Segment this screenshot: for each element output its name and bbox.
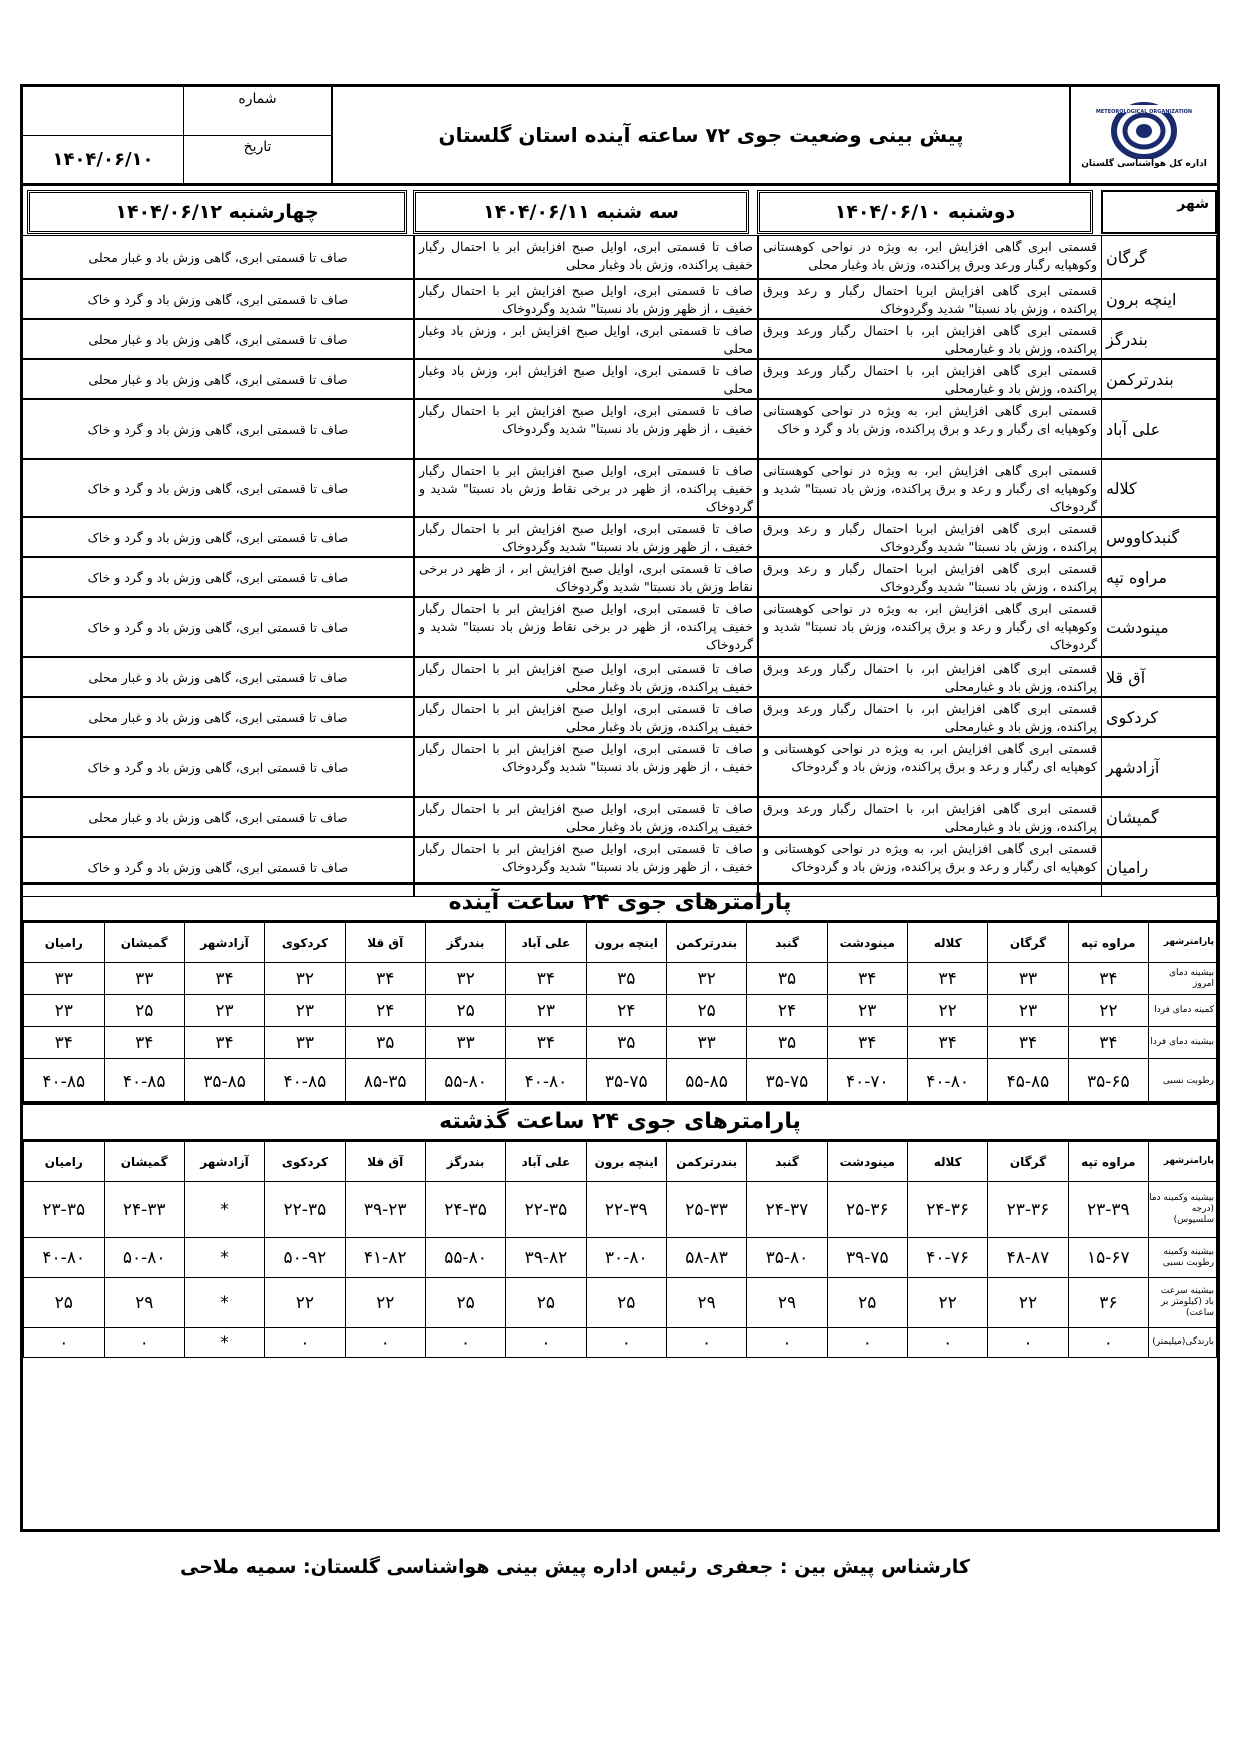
forecast-city: آزادشهر [1101, 737, 1217, 797]
forecast-city: کردکوی [1101, 697, 1217, 737]
param-value: ۲۲ [1068, 995, 1148, 1027]
param-value: * [184, 1278, 264, 1328]
param-value: ۲۵ [586, 1278, 666, 1328]
param-value: ۲۵ [827, 1278, 907, 1328]
param-value: ۳۴ [907, 1027, 987, 1059]
param-value: ۳۳ [666, 1027, 746, 1059]
param-value: ۲۳-۳۵ [24, 1182, 105, 1238]
param-value: ۰ [425, 1328, 505, 1358]
office-head-name: رئیس اداره پیش بینی هواشناسی گلستان: سمیه ملاحی [180, 1556, 698, 1578]
param-value: ۳۴ [907, 963, 987, 995]
param-value: ۳۹-۲۳ [345, 1182, 425, 1238]
param-value: ۰ [586, 1328, 666, 1358]
forecast-day2-text: صاف تا قسمتی ابری، اوایل صبح افزایش ابر با احتمال رگبار خفیف ، از ظهر وزش باد نسبتا" شدید وگردوخاک [413, 517, 757, 557]
forecast-day1-text: قسمتی ابری گاهی افزایش ابر، با احتمال رگبار ورعد وبرق پراکنده، وزش باد و غبارمحلی [757, 797, 1101, 837]
param-value: ۳۴ [184, 963, 264, 995]
param-value: ۲۲ [907, 995, 987, 1027]
forecast-city: مراوه تپه [1101, 557, 1217, 597]
param-value: ۲۳ [24, 995, 105, 1027]
param-corner: پارامترشهر [1149, 923, 1217, 963]
param-value: ۰ [24, 1328, 105, 1358]
param-value: ۲۲-۳۵ [265, 1182, 345, 1238]
param-city-header: بندرگز [425, 923, 505, 963]
forecast-sheet [20, 84, 1220, 1532]
forecast-day1-text: قسمتی ابری گاهی افزایش ابر، با احتمال رگبار ورعد وبرق پراکنده، وزش باد و غبارمحلی [757, 657, 1101, 697]
param-value: ۲۹ [747, 1278, 827, 1328]
param-value: ۳۴ [1068, 963, 1148, 995]
param-city-header: مینودشت [827, 1142, 907, 1182]
param-value: ۴۵-۸۵ [988, 1059, 1068, 1105]
number-label: شماره [183, 87, 331, 135]
param-value: ۴۰-۸۵ [24, 1059, 105, 1105]
param-value: ۳۵ [747, 963, 827, 995]
param-city-header: کلاله [907, 1142, 987, 1182]
param-label: بیشینه وکمینه دما (درجه سلسیوس) [1149, 1182, 1217, 1238]
param-value: ۰ [666, 1328, 746, 1358]
forecast-day1-text: قسمتی ابری گاهی افزایش ابر، به ویژه در نواحی کوهستانی وکوهپایه ای رگبار و رعد و برق پراکنده، وزش باد نسبتا" شدید و گردوخاک [757, 459, 1101, 517]
param-value: ۴۸-۸۷ [988, 1238, 1068, 1278]
param-value: ۰ [907, 1328, 987, 1358]
param-row [24, 995, 1217, 1027]
param-row [24, 1328, 1217, 1358]
param-value: ۰ [827, 1328, 907, 1358]
param-value: ۳۰-۸۰ [586, 1238, 666, 1278]
forecast-row [23, 319, 1217, 359]
param-value: ۲۴-۳۵ [425, 1182, 505, 1238]
param-city-header: مراوه تپه [1068, 923, 1148, 963]
number-value [23, 87, 183, 135]
param-city-header: کلاله [907, 923, 987, 963]
param-value: ۰ [1068, 1328, 1148, 1358]
param-value: ۲۴ [586, 995, 666, 1027]
forecast-day3-text: صاف تا قسمتی ابری، گاهی وزش باد و گرد و خاک [23, 737, 413, 797]
param-value: * [184, 1182, 264, 1238]
param-value: ۲۹ [104, 1278, 184, 1328]
param-value: ۲۳-۳۹ [1068, 1182, 1148, 1238]
param-city-header: رامیان [24, 1142, 105, 1182]
day2-header: سه شنبه ۱۴۰۴/۰۶/۱۱ [413, 190, 749, 234]
param-city-header: اینچه برون [586, 923, 666, 963]
param-value: ۴۰-۸۰ [24, 1238, 105, 1278]
param-value: ۲۹ [666, 1278, 746, 1328]
param-value: ۰ [747, 1328, 827, 1358]
forecast-day1-text: قسمتی ابری گاهی افزایش ابر، به ویژه در نواحی کوهستانی و کوهپایه ای رگبار و رعد و برق پراکنده، وزش باد و گردوخاک [757, 737, 1101, 797]
forecast-day3-text: صاف تا قسمتی ابری، گاهی وزش باد و غبار محلی [23, 657, 413, 697]
forecast-day1-text: قسمتی ابری گاهی افزایش ابر، به ویژه در نواحی کوهستانی وکوهپایه ای رگبار و رعد و برق پراکنده، وزش باد نسبتا" شدید و گردوخاک [757, 597, 1101, 657]
param-value: ۴۱-۸۲ [345, 1238, 425, 1278]
param-value: ۳۹-۸۲ [506, 1238, 586, 1278]
param-value: ۲۵-۳۶ [827, 1182, 907, 1238]
param-value: ۲۴-۳۳ [104, 1182, 184, 1238]
forecast-day3-text: صاف تا قسمتی ابری، گاهی وزش باد و گرد و خاک [23, 459, 413, 517]
forecast-day2-text: صاف تا قسمتی ابری، اوایل صبح افزایش ابر با احتمال رگبار خفیف ، از ظهر وزش باد نسبتا" شدید وگردوخاک [413, 737, 757, 797]
logo-caption: اداره کل هواشناسی گلستان [1081, 159, 1207, 169]
forecast-row [23, 597, 1217, 657]
day1-header: دوشنبه ۱۴۰۴/۰۶/۱۰ [757, 190, 1093, 234]
forecast-city: گنبدکاووس [1101, 517, 1217, 557]
forecast-day3-text: صاف تا قسمتی ابری، گاهی وزش باد و غبار محلی [23, 797, 413, 837]
forecast-city: مینودشت [1101, 597, 1217, 657]
forecast-row [23, 399, 1217, 459]
param-value: ۳۴ [104, 1027, 184, 1059]
forecast-city: بندرگز [1101, 319, 1217, 359]
forecast-city: رامیان [1101, 837, 1217, 897]
param-row [24, 963, 1217, 995]
forecast-day1-text: قسمتی ابری گاهی افزایش ابر، با احتمال رگبار ورعد وبرق پراکنده، وزش باد و غبارمحلی [757, 319, 1101, 359]
param-value: ۲۲-۳۹ [586, 1182, 666, 1238]
next24-title: پارامترهای جوی ۲۴ ساعت آینده [23, 882, 1217, 922]
param-value: ۵۸-۸۳ [666, 1238, 746, 1278]
forecast-row [23, 359, 1217, 399]
param-value: ۲۲ [345, 1278, 425, 1328]
param-value: ۳۳ [265, 1027, 345, 1059]
past24-title: پارامترهای جوی ۲۴ ساعت گذشته [23, 1101, 1217, 1141]
forecast-day1-text: قسمتی ابری گاهی افزایش ابر، به ویژه در نواحی کوهستانی وکوهپایه ای رگبار و رعد و برق پراکنده، وزش باد و گرد و خاک [757, 399, 1101, 459]
param-value: ۲۳ [265, 995, 345, 1027]
param-value: ۳۲ [265, 963, 345, 995]
forecast-city: علی آباد [1101, 399, 1217, 459]
param-value: ۴۰-۸۵ [265, 1059, 345, 1105]
param-value: ۲۵ [425, 995, 505, 1027]
param-value: ۱۵-۶۷ [1068, 1238, 1148, 1278]
forecast-day3-text: صاف تا قسمتی ابری، گاهی وزش باد و گرد و خاک [23, 399, 413, 459]
param-city-header: آق قلا [345, 923, 425, 963]
forecast-city: اینچه برون [1101, 279, 1217, 319]
forecast-day1-text: قسمتی ابری گاهی افزایش ابر، به ویژه در نواحی کوهستانی و کوهپایه ای رگبار و رعد و برق پراکنده، وزش باد و گردوخاک [757, 837, 1101, 897]
param-value: ۴۰-۷۰ [827, 1059, 907, 1105]
param-value: ۳۴ [1068, 1027, 1148, 1059]
param-row [24, 1278, 1217, 1328]
param-value: ۲۳ [506, 995, 586, 1027]
param-value: ۳۵-۷۵ [747, 1059, 827, 1105]
param-value: ۳۳ [988, 963, 1068, 995]
param-value: ۳۵-۸۰ [747, 1238, 827, 1278]
param-value: ۳۴ [506, 963, 586, 995]
forecast-day2-text: صاف تا قسمتی ابری، اوایل صبح افزایش ابر با احتمال رگبار خفیف پراکنده، وزش باد وغبار محلی [413, 235, 757, 279]
param-value: ۲۲ [988, 1278, 1068, 1328]
logo [1069, 87, 1217, 183]
forecast-day2-text: صاف تا قسمتی ابری، اوایل صبح افزایش ابر با احتمال رگبار خفیف پراکنده، وزش باد وغبار محلی [413, 657, 757, 697]
forecast-day3-text: صاف تا قسمتی ابری، گاهی وزش باد و گرد و خاک [23, 557, 413, 597]
param-value: ۲۵-۳۳ [666, 1182, 746, 1238]
param-city-header: مراوه تپه [1068, 1142, 1148, 1182]
forecast-row [23, 797, 1217, 837]
forecast-day2-text: صاف تا قسمتی ابری، اوایل صبح افزایش ابر با احتمال رگبار خفیف پراکنده، وزش باد وغبار محلی [413, 797, 757, 837]
param-value: ۳۵-۶۵ [1068, 1059, 1148, 1105]
param-city-header: گرگان [988, 1142, 1068, 1182]
param-value: ۳۳ [24, 963, 105, 995]
param-value: ۵۰-۹۲ [265, 1238, 345, 1278]
date-row [23, 135, 331, 183]
forecast-day2-text: صاف تا قسمتی ابری، اوایل صبح افزایش ابر با احتمال رگبار خفیف پراکنده، وزش باد وغبار محلی [413, 697, 757, 737]
param-value: ۳۴ [345, 963, 425, 995]
param-value: ۳۴ [24, 1027, 105, 1059]
forecast-row [23, 235, 1217, 279]
param-value: ۲۲-۳۵ [506, 1182, 586, 1238]
date-value: ۱۴۰۴/۰۶/۱۰ [52, 148, 154, 170]
param-city-header: علی آباد [506, 1142, 586, 1182]
page-title: پیش بینی وضعیت جوی ۷۲ ساعته آینده استان گلستان [438, 123, 964, 147]
param-city-header: گرگان [988, 923, 1068, 963]
param-value: ۲۴ [345, 995, 425, 1027]
forecast-row [23, 517, 1217, 557]
param-city-header: آزادشهر [184, 923, 264, 963]
param-row [24, 1059, 1217, 1105]
param-value: ۴۰-۸۵ [104, 1059, 184, 1105]
param-value: ۰ [988, 1328, 1068, 1358]
forecast-row [23, 737, 1217, 797]
forecast-row [23, 279, 1217, 319]
param-city-header: رامیان [24, 923, 105, 963]
forecast-row [23, 557, 1217, 597]
forecast-day3-text: صاف تا قسمتی ابری، گاهی وزش باد و غبار محلی [23, 359, 413, 399]
param-label: بیشینه سرعت باد (کیلومتر بر ساعت) [1149, 1278, 1217, 1328]
param-value: ۳۵-۷۵ [586, 1059, 666, 1105]
param-city-header: اینچه برون [586, 1142, 666, 1182]
forecast-day3-text: صاف تا قسمتی ابری، گاهی وزش باد و غبار محلی [23, 319, 413, 359]
forecast-city: گرگان [1101, 235, 1217, 279]
forecast-day3-text: صاف تا قسمتی ابری، گاهی وزش باد و گرد و خاک [23, 837, 413, 897]
forecast-city: کلاله [1101, 459, 1217, 517]
next24-table [23, 922, 1217, 1105]
param-value: ۲۳ [184, 995, 264, 1027]
forecast-day1-text: قسمتی ابری گاهی افزایش ابر، به ویژه در نواحی کوهستانی وکوهپایه رگبار ورعد وبرق پراکنده، وزش باد وغبار محلی [757, 235, 1101, 279]
param-value: * [184, 1328, 264, 1358]
param-city-header: کردکوی [265, 923, 345, 963]
param-city-header: مینودشت [827, 923, 907, 963]
param-label: بیشینه وکمینه رطوبت نسبی [1149, 1238, 1217, 1278]
param-value: ۰ [345, 1328, 425, 1358]
param-value: ۴۰-۷۶ [907, 1238, 987, 1278]
param-city-header: کردکوی [265, 1142, 345, 1182]
forecast-day1-text: قسمتی ابری گاهی افزایش ابربا احتمال رگبار و رعد وبرق پراکنده ، وزش باد نسبتا" شدید وگردوخاک [757, 557, 1101, 597]
param-value: ۲۳ [827, 995, 907, 1027]
param-city-header: آق قلا [345, 1142, 425, 1182]
param-value: ۳۴ [184, 1027, 264, 1059]
param-value: ۲۵ [104, 995, 184, 1027]
forecast-day3-text: صاف تا قسمتی ابری، گاهی وزش باد و غبار محلی [23, 235, 413, 279]
forecast-day2-text: صاف تا قسمتی ابری، اوایل صبح افزایش ابر ، از ظهر در برخی نقاط وزش باد نسبتا" شدید وگردوخاک [413, 557, 757, 597]
param-city-header: بندرگز [425, 1142, 505, 1182]
forecast-day3-text: صاف تا قسمتی ابری، گاهی وزش باد و گرد و خاک [23, 597, 413, 657]
param-value: ۵۵-۸۰ [425, 1059, 505, 1105]
forecast-day2-text: صاف تا قسمتی ابری، اوایل صبح افزایش ابر با احتمال رگبار خفیف ، از ظهر وزش باد نسبتا" شدید وگردوخاک [413, 837, 757, 897]
param-city-header: علی آباد [506, 923, 586, 963]
param-value: ۵۵-۸۰ [425, 1238, 505, 1278]
meta-box [23, 87, 333, 183]
param-value: ۳۵ [586, 963, 666, 995]
forecast-day2-text: صاف تا قسمتی ابری، اوایل صبح افزایش ابر، وزش باد وغبار محلی [413, 359, 757, 399]
param-city-header: آزادشهر [184, 1142, 264, 1182]
param-row [24, 1238, 1217, 1278]
param-corner: پارامترشهر [1149, 1142, 1217, 1182]
param-city-header: بندرترکمن [666, 1142, 746, 1182]
param-value: ۲۵ [506, 1278, 586, 1328]
param-value: ۳۵ [345, 1027, 425, 1059]
param-value: ۴۰-۸۰ [506, 1059, 586, 1105]
param-value: ۳۹-۷۵ [827, 1238, 907, 1278]
param-value: ۰ [265, 1328, 345, 1358]
param-value: ۳۴ [827, 1027, 907, 1059]
forecast-day1-text: قسمتی ابری گاهی افزایش ابر، با احتمال رگبار ورعد وبرق پراکنده، وزش باد و غبارمحلی [757, 697, 1101, 737]
param-value: ۸۵-۳۵ [345, 1059, 425, 1105]
forecast-day2-text: صاف تا قسمتی ابری، اوایل صبح افزایش ابر با احتمال رگبار خفیف ، از ظهر وزش باد نسبتا" شدید وگردوخاک [413, 279, 757, 319]
param-city-header: گنبد [747, 1142, 827, 1182]
param-value: ۲۵ [666, 995, 746, 1027]
param-value: ۳۴ [827, 963, 907, 995]
forecast-day2-text: صاف تا قسمتی ابری، اوایل صبح افزایش ابر ، وزش باد وغبار محلی [413, 319, 757, 359]
forecast-day3-text: صاف تا قسمتی ابری، گاهی وزش باد و گرد و خاک [23, 279, 413, 319]
param-row [24, 1027, 1217, 1059]
param-label: بارندگی(میلیمتر) [1149, 1328, 1217, 1358]
forecast-row [23, 697, 1217, 737]
param-label: رطوبت نسبی [1149, 1059, 1217, 1105]
param-value: ۳۲ [666, 963, 746, 995]
param-city-header: گمیشان [104, 923, 184, 963]
forecast-city: گمیشان [1101, 797, 1217, 837]
param-value: ۲۵ [24, 1278, 105, 1328]
param-value: ۳۶ [1068, 1278, 1148, 1328]
param-value: ۰ [506, 1328, 586, 1358]
param-value: ۳۵ [586, 1027, 666, 1059]
param-value: ۳۵-۸۵ [184, 1059, 264, 1105]
param-value: ۵۰-۸۰ [104, 1238, 184, 1278]
date-label: تاریخ [183, 135, 331, 183]
param-value: ۳۴ [506, 1027, 586, 1059]
param-value: ۲۳ [988, 995, 1068, 1027]
past24-table [23, 1141, 1217, 1358]
day3-header: چهارشنبه ۱۴۰۴/۰۶/۱۲ [27, 190, 407, 234]
param-value: ۲۴-۳۶ [907, 1182, 987, 1238]
forecast-day3-text: صاف تا قسمتی ابری، گاهی وزش باد و گرد و خاک [23, 517, 413, 557]
param-row [24, 1182, 1217, 1238]
forecast-row [23, 657, 1217, 697]
forecast-day2-text: صاف تا قسمتی ابری، اوایل صبح افزایش ابر با احتمال رگبار خفیف پراکنده، از ظهر در برخی نقاط وزش باد نسبتا" شدید و گردوخاک [413, 597, 757, 657]
param-value: ۳۳ [425, 1027, 505, 1059]
param-value: ۲۵ [425, 1278, 505, 1328]
param-city-header: بندرترکمن [666, 923, 746, 963]
forecaster-name: کارشناس پیش بین : جعفری [705, 1556, 970, 1578]
forecast-day1-text: قسمتی ابری گاهی افزایش ابربا احتمال رگبار و رعد وبرق پراکنده ، وزش باد نسبتا" شدید وگردوخاک [757, 517, 1101, 557]
param-value: ۲۴-۳۷ [747, 1182, 827, 1238]
header [23, 87, 1217, 187]
param-value: ۲۳-۳۶ [988, 1182, 1068, 1238]
forecast-city: بندرترکمن [1101, 359, 1217, 399]
param-value: ۳۴ [988, 1027, 1068, 1059]
param-label: کمینه دمای فردا [1149, 995, 1217, 1027]
param-label: بیشینه دمای فردا [1149, 1027, 1217, 1059]
param-value: ۰ [104, 1328, 184, 1358]
forecast-day1-text: قسمتی ابری گاهی افزایش ابربا احتمال رگبار و رعد وبرق پراکنده ، وزش باد نسبتا" شدید وگردوخاک [757, 279, 1101, 319]
logo-text: METEOROLOGICAL ORGANIZATION [1095, 109, 1193, 115]
forecast-day2-text: صاف تا قسمتی ابری، اوایل صبح افزایش ابر با احتمال رگبار خفیف ، از ظهر وزش باد نسبتا" شدید وگردوخاک [413, 399, 757, 459]
header-divider [23, 183, 1217, 186]
forecast-city: آق قلا [1101, 657, 1217, 697]
param-value: ۲۲ [907, 1278, 987, 1328]
param-value: ۳۳ [104, 963, 184, 995]
forecast-day2-text: صاف تا قسمتی ابری، اوایل صبح افزایش ابر با احتمال رگبار خفیف پراکنده، از ظهر در برخی نقاط وزش باد نسبتا" شدید و گردوخاک [413, 459, 757, 517]
param-city-header: گنبد [747, 923, 827, 963]
param-value: ۳۲ [425, 963, 505, 995]
param-label: بیشینه دمای امروز [1149, 963, 1217, 995]
param-value: * [184, 1238, 264, 1278]
param-city-header: گمیشان [104, 1142, 184, 1182]
param-value: ۲۴ [747, 995, 827, 1027]
city-column-header: شهر [1101, 190, 1217, 234]
forecast-row [23, 459, 1217, 517]
param-value: ۵۵-۸۵ [666, 1059, 746, 1105]
param-value: ۴۰-۸۰ [907, 1059, 987, 1105]
forecast-day3-text: صاف تا قسمتی ابری، گاهی وزش باد و غبار محلی [23, 697, 413, 737]
param-value: ۳۵ [747, 1027, 827, 1059]
number-row [23, 87, 331, 136]
param-value: ۲۲ [265, 1278, 345, 1328]
forecast-day1-text: قسمتی ابری گاهی افزایش ابر، با احتمال رگبار ورعد وبرق پراکنده، وزش باد و غبارمحلی [757, 359, 1101, 399]
